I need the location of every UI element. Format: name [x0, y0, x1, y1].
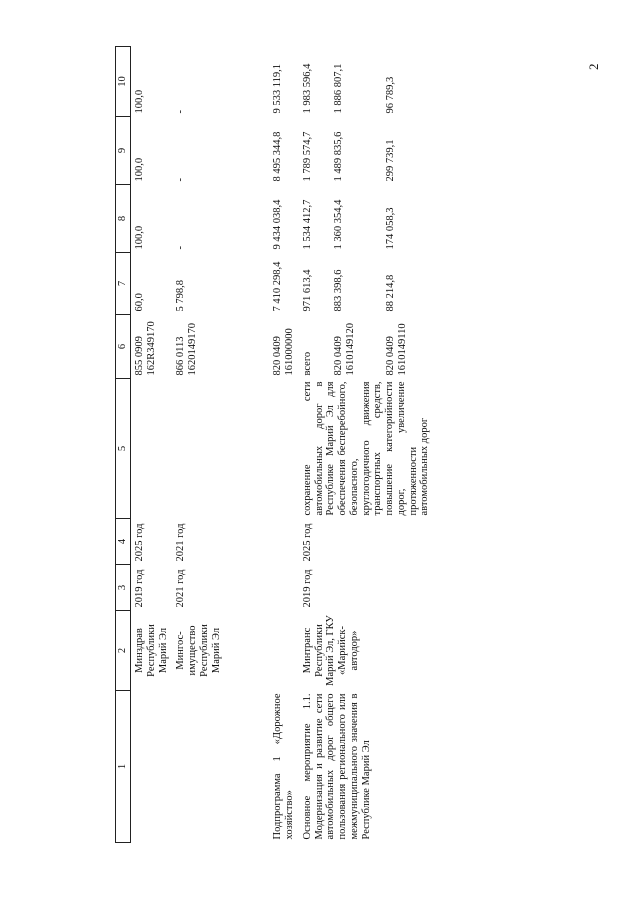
col-header-7: 7	[116, 253, 131, 315]
cell-executor	[269, 611, 299, 691]
cell-value-2022: -	[175, 110, 187, 114]
cell-program	[131, 691, 173, 843]
cell-value-2019: 60,0	[134, 293, 145, 312]
cell-value-2020: 9 434 038,4	[272, 199, 284, 250]
table-row	[172, 47, 225, 843]
col-header-2: 2	[116, 611, 131, 691]
cell-result	[172, 379, 225, 519]
cell-program	[172, 691, 225, 843]
table-spacer-row	[225, 47, 269, 843]
col-header-10: 10	[116, 47, 131, 117]
cell-result	[131, 379, 173, 519]
cell-value-2020: 1 534 412,7	[301, 199, 313, 250]
cell-value-2020: -	[175, 246, 187, 250]
cell-start-year: 2021 год	[175, 569, 187, 608]
cell-result: сохранение сети автомобильных дорог в Республике Марий Эл для обеспечения бесперебойного, безопасного, круглогодичного движения транспортных средств, повышение категорийности дорог, увеличение протяженности автомобильных дорог	[301, 381, 431, 516]
cell-program: Основное мероприятие 1.1. Модернизация и развитие сети автомобильных дорог общего пользования регионального или межмуниципального значения в Республике Марий Эл	[301, 693, 372, 840]
table-row	[299, 47, 330, 843]
col-header-3: 3	[116, 565, 131, 611]
cell-value-2019: 7 410 298,4	[272, 261, 284, 312]
cell-start-year	[269, 565, 299, 611]
cell-budget-code: 855 0909 162R349170	[134, 321, 157, 376]
cell-value-2021: 8 495 344,8	[272, 131, 284, 182]
budget-table	[115, 46, 434, 843]
col-header-4: 4	[116, 519, 131, 565]
cell-value-2021: 1 489 835,6	[333, 131, 345, 182]
cell-budget-code: 820 0409 1610149120	[333, 323, 356, 376]
table-row	[131, 47, 173, 843]
cell-value-2022: 1 886 807,1	[333, 63, 345, 114]
cell-value-2022: 96 789,3	[385, 76, 396, 114]
cell-program: Подпрограмма 1 «Дорожное хозяйство»	[272, 693, 295, 840]
cell-value-2019: 5 798,8	[175, 280, 187, 312]
cell-value-2019: 88 214,8	[385, 274, 396, 312]
col-header-8: 8	[116, 185, 131, 253]
cell-budget-code: 866 0113 1620149170	[175, 323, 198, 376]
cell-value-2021: 100,0	[134, 157, 145, 182]
cell-budget-code: всего	[301, 351, 313, 376]
cell-result	[269, 379, 299, 519]
cell-value-2020: 1 360 354,4	[333, 199, 345, 250]
cell-start-year: 2019 год	[134, 569, 145, 608]
cell-value-2021: -	[175, 178, 187, 182]
cell-value-2020: 174 058,3	[385, 207, 396, 250]
cell-value-2019: 883 398,6	[333, 269, 345, 312]
col-header-9: 9	[116, 117, 131, 185]
table-header-row	[116, 47, 131, 843]
cell-value-2019: 971 613,4	[301, 269, 313, 312]
cell-value-2022: 100,0	[134, 89, 145, 114]
cell-executor: Минздрав Республики Марий Эл	[134, 624, 169, 677]
cell-end-year: 2025 год	[301, 523, 313, 562]
cell-end-year: 2025 год	[134, 523, 145, 562]
col-header-5: 5	[116, 379, 131, 519]
cell-executor: Минтранс Республики Марий Эл, ГКУ «Марийск- автодор»	[301, 615, 360, 686]
cell-value-2021: 1 789 574,7	[301, 131, 313, 182]
cell-value-2022: 1 983 596,4	[301, 63, 313, 114]
col-header-1: 1	[116, 691, 131, 843]
cell-budget-code: 820 0409 1610149110	[385, 323, 408, 376]
col-header-6: 6	[116, 315, 131, 379]
budget-table-page	[115, 47, 635, 843]
cell-end-year	[269, 519, 299, 565]
cell-value-2022: 9 533 119,1	[272, 64, 284, 114]
cell-budget-code: 820 0409 161000000	[272, 328, 295, 376]
cell-value-2020: 100,0	[134, 225, 145, 250]
cell-start-year: 2019 год	[301, 569, 313, 608]
table-row	[269, 47, 299, 843]
cell-value-2021: 299 739,1	[385, 139, 396, 182]
page-number: 2	[586, 63, 601, 70]
cell-end-year: 2021 год	[175, 523, 187, 562]
cell-executor: Мингос- имущество Республики Марий Эл	[175, 624, 222, 677]
